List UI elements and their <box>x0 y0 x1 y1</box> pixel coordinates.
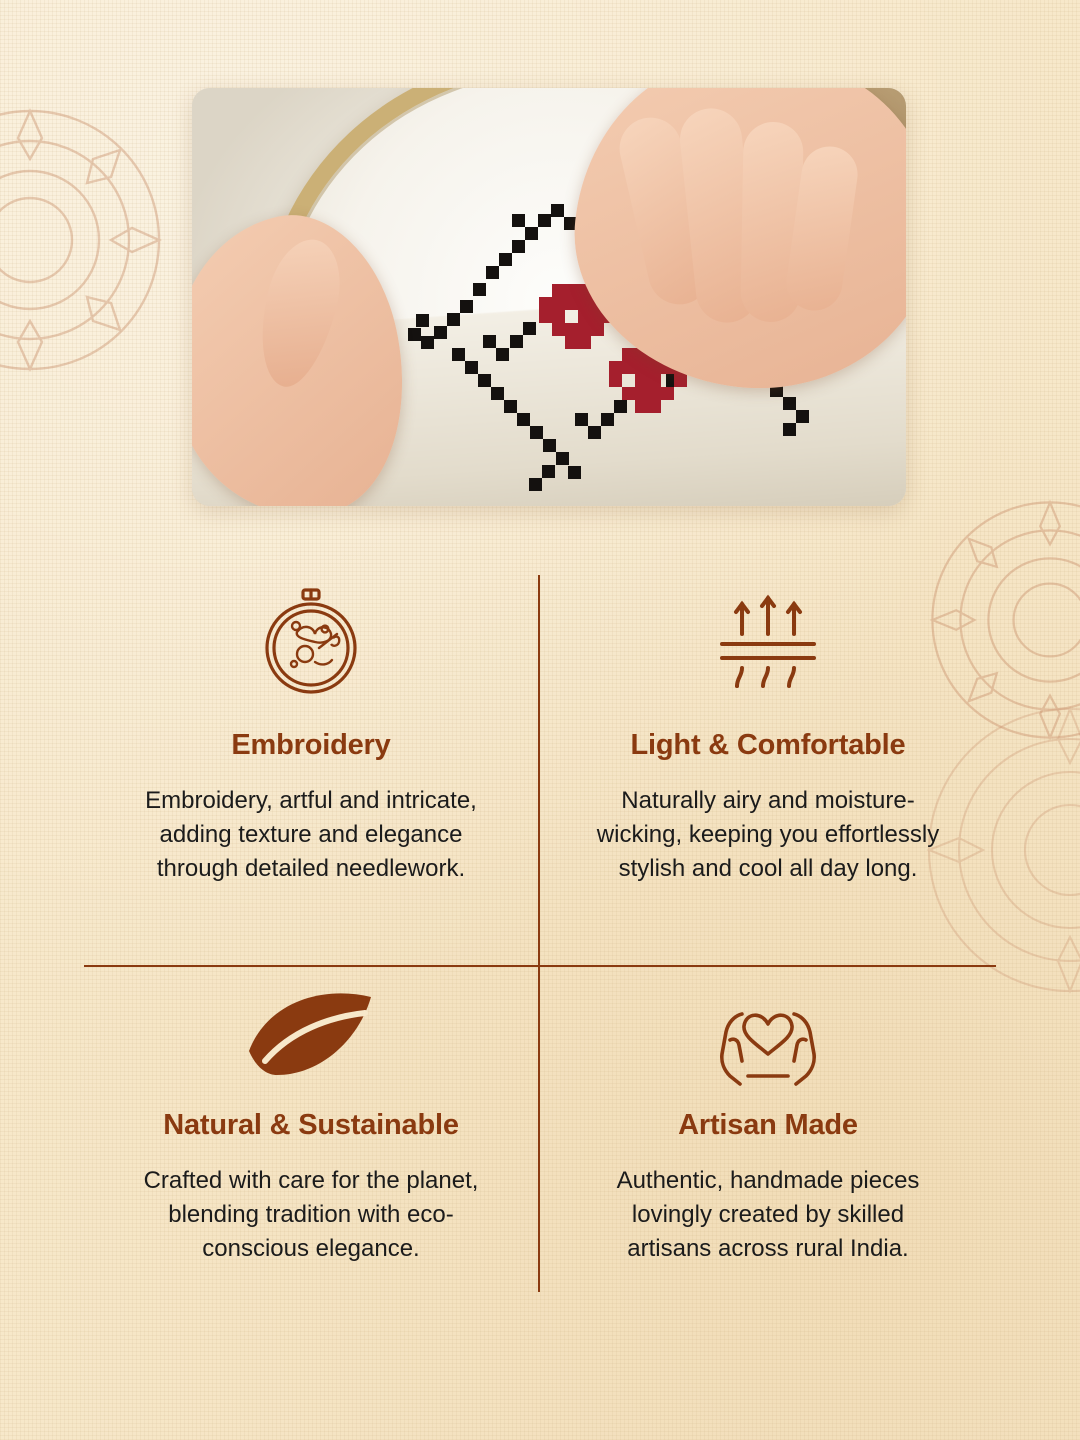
feature-title: Artisan Made <box>678 1109 858 1141</box>
hero-image <box>192 88 906 506</box>
breathable-airflow-icon <box>708 591 828 695</box>
leaf-icon <box>243 983 379 1087</box>
feature-description: Crafted with care for the planet, blending tradition with eco-conscious elegance. <box>143 1167 479 1263</box>
feature-description: Authentic, handmade pieces lovingly created by skilled artisans across rural India. <box>616 1167 920 1263</box>
feature-card-light-comfortable <box>540 575 996 967</box>
feature-title: Natural & Sustainable <box>163 1109 459 1141</box>
feature-card-natural-sustainable <box>84 967 540 1292</box>
hands-heart-icon <box>708 983 828 1087</box>
mandala-ornament-icon <box>0 90 180 390</box>
embroidery-hoop-icon <box>249 591 373 695</box>
feature-card-artisan-made <box>540 967 996 1292</box>
feature-grid <box>84 575 996 1292</box>
feature-title: Embroidery <box>231 729 391 761</box>
feature-description: Naturally airy and moisture-wicking, keeping you effortlessly stylish and cool all day long. <box>596 787 940 883</box>
feature-title: Light & Comfortable <box>630 729 906 761</box>
feature-description: Embroidery, artful and intricate, adding texture and elegance through detailed needlework. <box>145 787 477 883</box>
feature-card-embroidery <box>84 575 540 967</box>
